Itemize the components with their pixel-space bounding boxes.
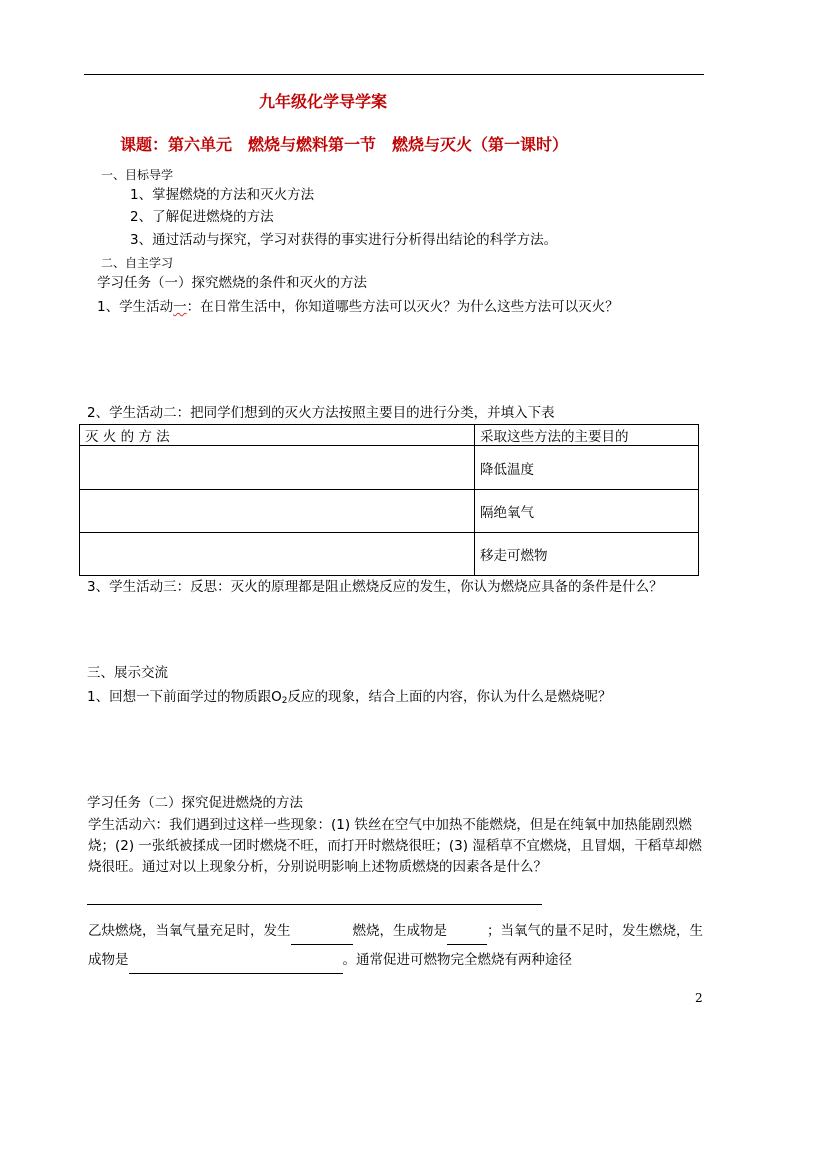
goal-item: 2、了解促进燃烧的方法 — [130, 209, 274, 225]
activity-question: 3、学生活动三：反思：灭火的原理都是阻止燃烧反应的发生，你认为燃烧应具备的条件是什么？ — [87, 579, 663, 595]
blank-field[interactable] — [129, 945, 343, 974]
table-row — [80, 533, 699, 576]
task-title: 学习任务（二）探究促进燃烧的方法 — [87, 795, 303, 811]
blank-field[interactable] — [447, 916, 487, 945]
section-heading-exchange: 三、展示交流 — [87, 665, 168, 681]
section-heading-self-study: 二、自主学习 — [101, 256, 174, 270]
table-row — [80, 490, 699, 533]
extinguish-methods-table — [79, 424, 699, 576]
answer-cell[interactable] — [80, 533, 475, 576]
purpose-cell: 隔绝氧气 — [475, 490, 699, 533]
purpose-cell: 降低温度 — [475, 446, 699, 490]
table-row — [80, 446, 699, 490]
section-heading-goals: 一、目标导学 — [101, 168, 174, 182]
task-title: 学习任务（一）探究燃烧的条件和灭火的方法 — [97, 275, 367, 291]
table-header-methods: 灭 火 的 方 法 — [80, 425, 475, 446]
activity-paragraph: 学生活动六：我们遇到过这样一些现象：(1) 铁丝在空气中加热不能燃烧，但是在纯氧中加热能剧烈燃烧；(2) 一张纸被揉成一团时燃烧不旺，而打开时燃烧很旺；(3) 湿稻草不宜燃烧，且冒烟，干稻草却燃烧很旺。通过对以上现象分析，分别说明影响上述物质燃烧的因素各是什么？ — [88, 817, 702, 875]
lesson-title: 课题：第六单元 燃烧与燃料第一节 燃烧与灭火（第一课时） — [120, 135, 569, 154]
header-rule — [84, 74, 704, 75]
activity-question: 1、学生活动一：在日常生活中，你知道哪些方法可以灭火？为什么这些方法可以灭火？ — [97, 299, 619, 315]
goal-item: 1、掌握燃烧的方法和灭火方法 — [130, 187, 315, 203]
answer-line[interactable] — [87, 904, 542, 905]
review-question: 1、回想一下前面学过的物质跟$O_2$反应的现象，结合上面的内容，你认为什么是燃烧呢？ — [87, 689, 612, 706]
fill-in-paragraph: 乙炔燃烧，当氧气量充足时，发生 燃烧，生成物是 ；当氧气的量不足时，发生燃烧，生成物是 。通常促进可燃物完全燃烧有两种途径 — [88, 916, 704, 974]
purpose-cell: 移走可燃物 — [475, 533, 699, 576]
page-number: 2 — [695, 991, 703, 1005]
blank-field[interactable] — [291, 916, 353, 945]
table-header-purpose: 采取这些方法的主要目的 — [475, 425, 699, 446]
answer-cell[interactable] — [80, 490, 475, 533]
document-title: 九年级化学导学案 — [259, 92, 388, 111]
goal-item: 3、通过活动与探究，学习对获得的事实进行分析得出结论的科学方法。 — [130, 232, 558, 248]
answer-cell[interactable] — [80, 446, 475, 490]
activity-instruction: 2、学生活动二：把同学们想到的灭火方法按照主要目的进行分类，并填入下表 — [87, 405, 555, 421]
